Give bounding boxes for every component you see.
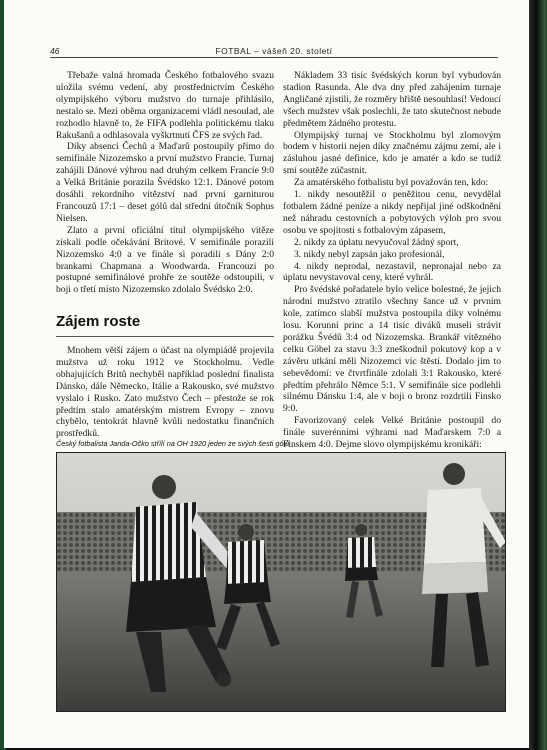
running-header bbox=[50, 46, 498, 56]
paragraph: Nákladem 33 tisíc švédských korun byl vybudován stadion Rasunda. Ale dva dny před zahájením turnaje Angličané zjistili, že rozměry hřiště nesouhlasí! Vedoucí všech mužstev však poslechli, že tato skutečnost nebude předmětem žádného protestu. bbox=[283, 70, 501, 129]
figure-caption: Český fotbalista Janda-Očko střílí na OH 1920 jeden ze svých šesti gólů bbox=[56, 439, 290, 448]
list-item: 1. nikdy nesoutěžil o peněžitou cenu, nevydělal fotbalem žádné peníze a nikdy nepřijal jiné odškodnění než náhradu cestovních a pobytových výloh pro svou osobu ve spojitosti s fotbalovým zápasem, bbox=[283, 189, 501, 236]
left-column bbox=[56, 70, 274, 296]
header-rule bbox=[50, 57, 498, 58]
right-column bbox=[283, 70, 501, 451]
section-title: Zájem roste bbox=[56, 313, 141, 330]
paragraph: Favorizovaný celek Velké Británie postoupil do finále suverénními výhrami nad Maďarskem 7:0 a Finskem 4:0. Dejme slovo olympijskému kronikáři: bbox=[283, 415, 501, 451]
page-number: 46 bbox=[50, 46, 60, 56]
paragraph: Za amatérského fotbalistu byl považován ten, kdo: bbox=[294, 177, 489, 189]
list-item: 3. nikdy nebyl zapsán jako profesionál, bbox=[294, 248, 445, 260]
list-item: 2. nikdy za úplatu nevyučoval žádný sport, bbox=[294, 236, 459, 248]
paragraph: Olympijský turnaj ve Stockholmu byl zlomovým bodem v historii nejen díky značnému zájmu zemí, ale i zásluhou jasné definice, kdo je amatér a kdo se tudíž smí soutěže zúčastnit. bbox=[283, 129, 501, 177]
left-column-section bbox=[56, 345, 274, 440]
football-photo bbox=[56, 452, 506, 712]
paragraph: Mnohem větší zájem o účast na olympiádě projevila mužstva už roku 1912 ve Stockholmu. Vedle obhajujících Britů nechyběl například poslední finalista Dánsko, dále Německo, Itálie a Rakousko, své mužstvo vyslalo i Rusko. Zato mužstvo Čech – přestože se rok předtím stalo amatérským mistrem Evropy – znovu chybělo, tentokrát hlavně kvůli nedostatku finančních prostředků. bbox=[56, 345, 274, 440]
list-item: 4. nikdy neprodal, nezastavil, nepronajal nebo za úplatu nevystavoval ceny, které vyhrál. bbox=[283, 260, 501, 284]
paragraph: Pro švédské pořadatele bylo velice bolestné, že jejich národní mužstvo ztratilo všechny šance už v prvním kole, zatímco slabší mužstva postoupila díky volnému losu. Korunní princ a 14 tisíc diváků museli strávit porážku Švédů 3:4 od Nizozemska. Brankář vítězného celku Göbel za stavu 3:3 zneškodnil pokutový kop a v závěru utkání měli Nizozemci víc štěstí. Dodalo jim to sebevědomí: ve čtvrtfinále zdolali 3:1 Rakousko, které předtím přehrálo Němce 5:1. V semifinále sice podlehli silnému Dánsku 1:4, ale v boji o bronz rozdrtili Finsko 9:0. bbox=[283, 284, 501, 415]
section-rule bbox=[56, 336, 274, 337]
photo-illustration bbox=[56, 452, 506, 712]
running-title: FOTBAL – vášeň 20. století bbox=[215, 46, 333, 56]
paragraph: Zlato a první oficiální titul olympijského vítěze získali podle očekávání Britové. V semifinále porazili Nizozemsko 4:0 a ve finále si poradili s Dány 2:0 brankami Chapmana a Woodwarda. Francouzi po postupné semifinálové prohře ze soutěže odstoupili, v boji o třetí místo Nizozemsko zdolalo Švédsko 2:0. bbox=[56, 224, 274, 296]
paragraph: Díky absenci Čechů a Maďarů postoupily přímo do semifinále Nizozemsko a první mužstvo Francie. Turnaj zahájili Dánové výhrou nad druhým celkem Francie 9:0 a Velká Británie porazila Švédsko 12:1. Dánové potom dosáhli rekordního vítězství nad první garniturou Francouzů 17:1 – deset gólů dal střední útočník Sophus Nielsen. bbox=[56, 141, 274, 224]
page-edge bbox=[529, 0, 547, 750]
paragraph: Třebaže valná hromada Českého fotbalového svazu uložila svému vedení, aby prostřednictvím Českého olympijského výboru mužstvo do turnaje přihlásilo, nestalo se. Mezi oběma organizacemi vládl nesoulad, ale rozhodlo hlavně to, že FIFA podlehla politickému tlaku Rakušanů a odhlasovala vyškrtnutí ČFS ze svých řad. bbox=[56, 70, 275, 141]
